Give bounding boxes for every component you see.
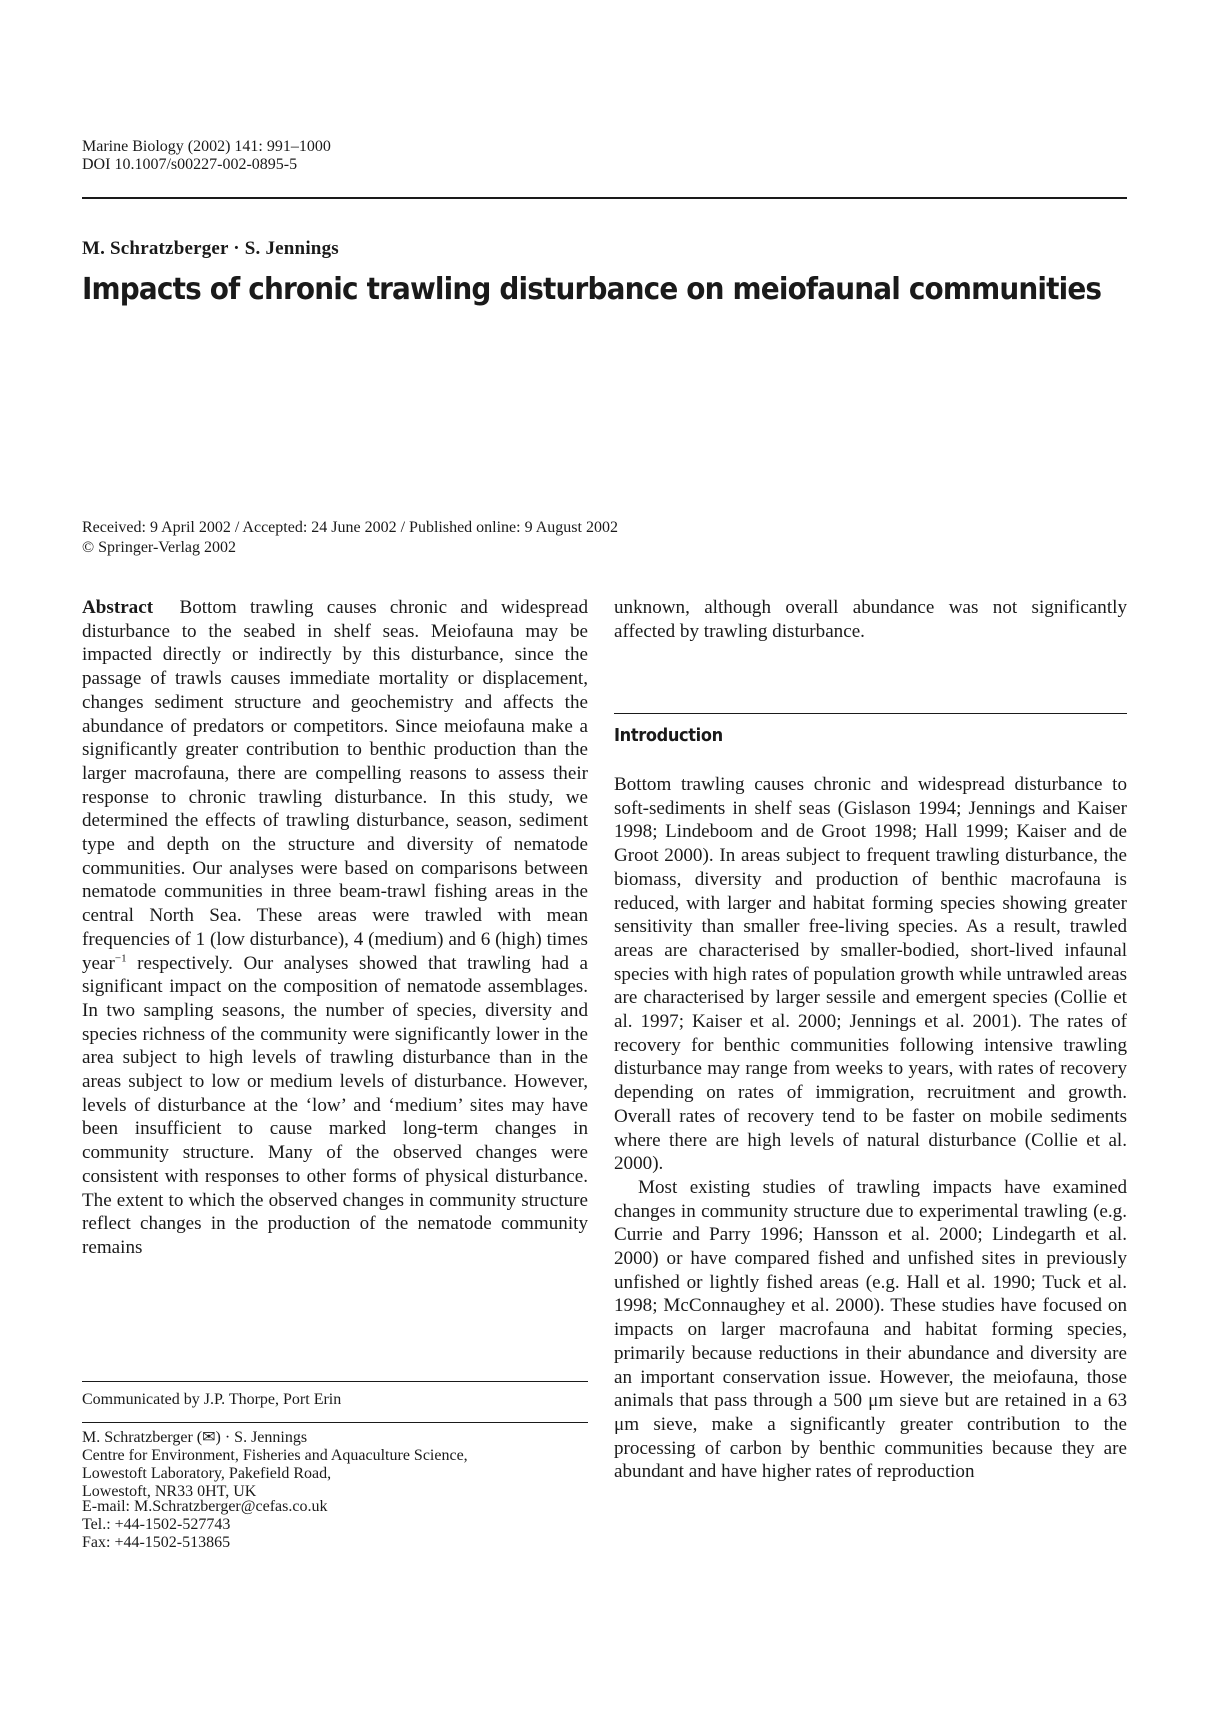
abstract-sup: −1 xyxy=(114,952,127,965)
introduction-body xyxy=(614,773,1127,1484)
abstract-continuation xyxy=(614,596,1127,643)
abstract-continuation-text: unknown, although overall abundance was not significantly affected by trawling disturbance. xyxy=(614,597,1127,642)
introduction-paragraph-1: Bottom trawling causes chronic and widespread disturbance to soft-sediments in shelf seas (Gislason 1994; Jennings and Kaiser 1998; Lindeboom and de Groot 1998; Hall 1999; Kaiser and de Groot 2000). In areas subject to frequent trawling disturbance, the biomass, diversity and production of benthic macrofauna is reduced, with larger and habitat forming species showing greater sensitivity than smaller free-living species. As a result, trawled areas are characterised by smaller-bodied, short-lived infaunal species with high rates of population growth while untrawled areas are characterised by larger sessile and emergent species (Collie et al. 1997; Kaiser et al. 2000; Jennings et al. 2001). The rates of recovery for benthic communities following intensive trawling disturbance may range from weeks to years, with rates of recovery depending on rates of immigration, recruitment and growth. Overall rates of recovery tend to be faster on mobile sediments where there are high levels of natural disturbance (Collie et al. 2000). xyxy=(614,774,1127,1175)
journal-header xyxy=(82,138,331,174)
paper-title: Impacts of chronic trawling disturbance on meiofaunal communities xyxy=(82,272,1102,307)
footnote-rule-1 xyxy=(82,1381,588,1382)
section-rule xyxy=(614,713,1127,714)
introduction-paragraph-2: Most existing studies of trawling impacts have examined changes in community structure due to experimental trawling (e.g. Currie and Parry 1996; Hansson et al. 2000; Lindegarth et al. 2000) or have compared fished and unfished sites in previously unfished or lightly fished areas (e.g. Hall et al. 1990; Tuck et al. 1998; McConnaughey et al. 2000). These studies have focused on impacts on larger macrofauna and habitat forming species, primarily because reductions in their abundance and diversity are an important conservation issue. However, the meiofauna, those animals that pass through a 500 μm sieve but are retained in a 63 μm sieve, make a significantly greater contribution to the processing of carbon by benthic communities because they are abundant and have higher rates of reproduction xyxy=(614,1176,1127,1483)
introduction-heading: Introduction xyxy=(614,725,723,746)
received-line: Received: 9 April 2002 / Accepted: 24 June 2002 / Published online: 9 August 2002 xyxy=(82,519,618,536)
journal-citation: Marine Biology (2002) 141: 991–1000 xyxy=(82,138,331,155)
email: E-mail: M.Schratzberger@cefas.co.uk xyxy=(82,1498,328,1515)
address-authors: M. Schratzberger (✉) · S. Jennings xyxy=(82,1429,308,1446)
abstract-text-1: Bottom trawling causes chronic and widespread disturbance to the seabed in shelf seas. Meiofauna may be impacted directly or indirectly by this disturbance, since the passage of trawls causes immediate mortality or displacement, changes sediment structure and geochemistry and affects the abundance of predators or competitors. Since meiofauna make a significantly greater contribution to benthic production than the larger macrofauna, there are compelling reasons to assess their response to chronic trawling disturbance. In this study, we determined the effects of trawling disturbance, season, sediment type and depth on the structure and diversity of nematode communities. Our analyses were based on comparisons between nematode communities in three beam-trawl fishing areas in the central North Sea. These areas were trawled with mean frequencies of 1 (low disturbance), 4 (medium) and 6 (high) times year xyxy=(82,597,589,974)
address-institution: Centre for Environment, Fisheries and Aquaculture Science, xyxy=(82,1447,468,1464)
doi: DOI 10.1007/s00227-002-0895-5 xyxy=(82,156,298,173)
footnote-rule-2 xyxy=(82,1422,588,1423)
communicated-by: Communicated by J.P. Thorpe, Port Erin xyxy=(82,1391,342,1408)
fax: Fax: +44-1502-513865 xyxy=(82,1534,231,1551)
author-address xyxy=(82,1429,588,1501)
header-rule xyxy=(82,197,1127,199)
abstract xyxy=(82,596,588,1260)
address-city: Lowestoft, NR33 0HT, UK xyxy=(82,1483,257,1500)
copyright: © Springer-Verlag 2002 xyxy=(82,539,237,556)
telephone: Tel.: +44-1502-527743 xyxy=(82,1516,231,1533)
authors: M. Schratzberger · S. Jennings xyxy=(82,238,339,259)
publication-dates xyxy=(82,518,618,558)
abstract-heading: Abstract xyxy=(82,597,154,618)
abstract-text-2: respectively. Our analyses showed that trawling had a significant impact on the composition of nematode assemblages. In two sampling seasons, the number of species, diversity and species richness of the community were significantly lower in the area subject to high levels of trawling disturbance than in the areas subject to low or medium levels of disturbance. However, levels of disturbance at the ‘low’ and ‘medium’ sites may have been insufficient to cause marked long-term changes in community structure. Many of the observed changes were consistent with responses to other forms of physical disturbance. The extent to which the observed changes in community structure reflect changes in the production of the nematode community remains xyxy=(82,952,588,1258)
contact-info xyxy=(82,1498,588,1552)
address-lab: Lowestoft Laboratory, Pakefield Road, xyxy=(82,1465,332,1482)
